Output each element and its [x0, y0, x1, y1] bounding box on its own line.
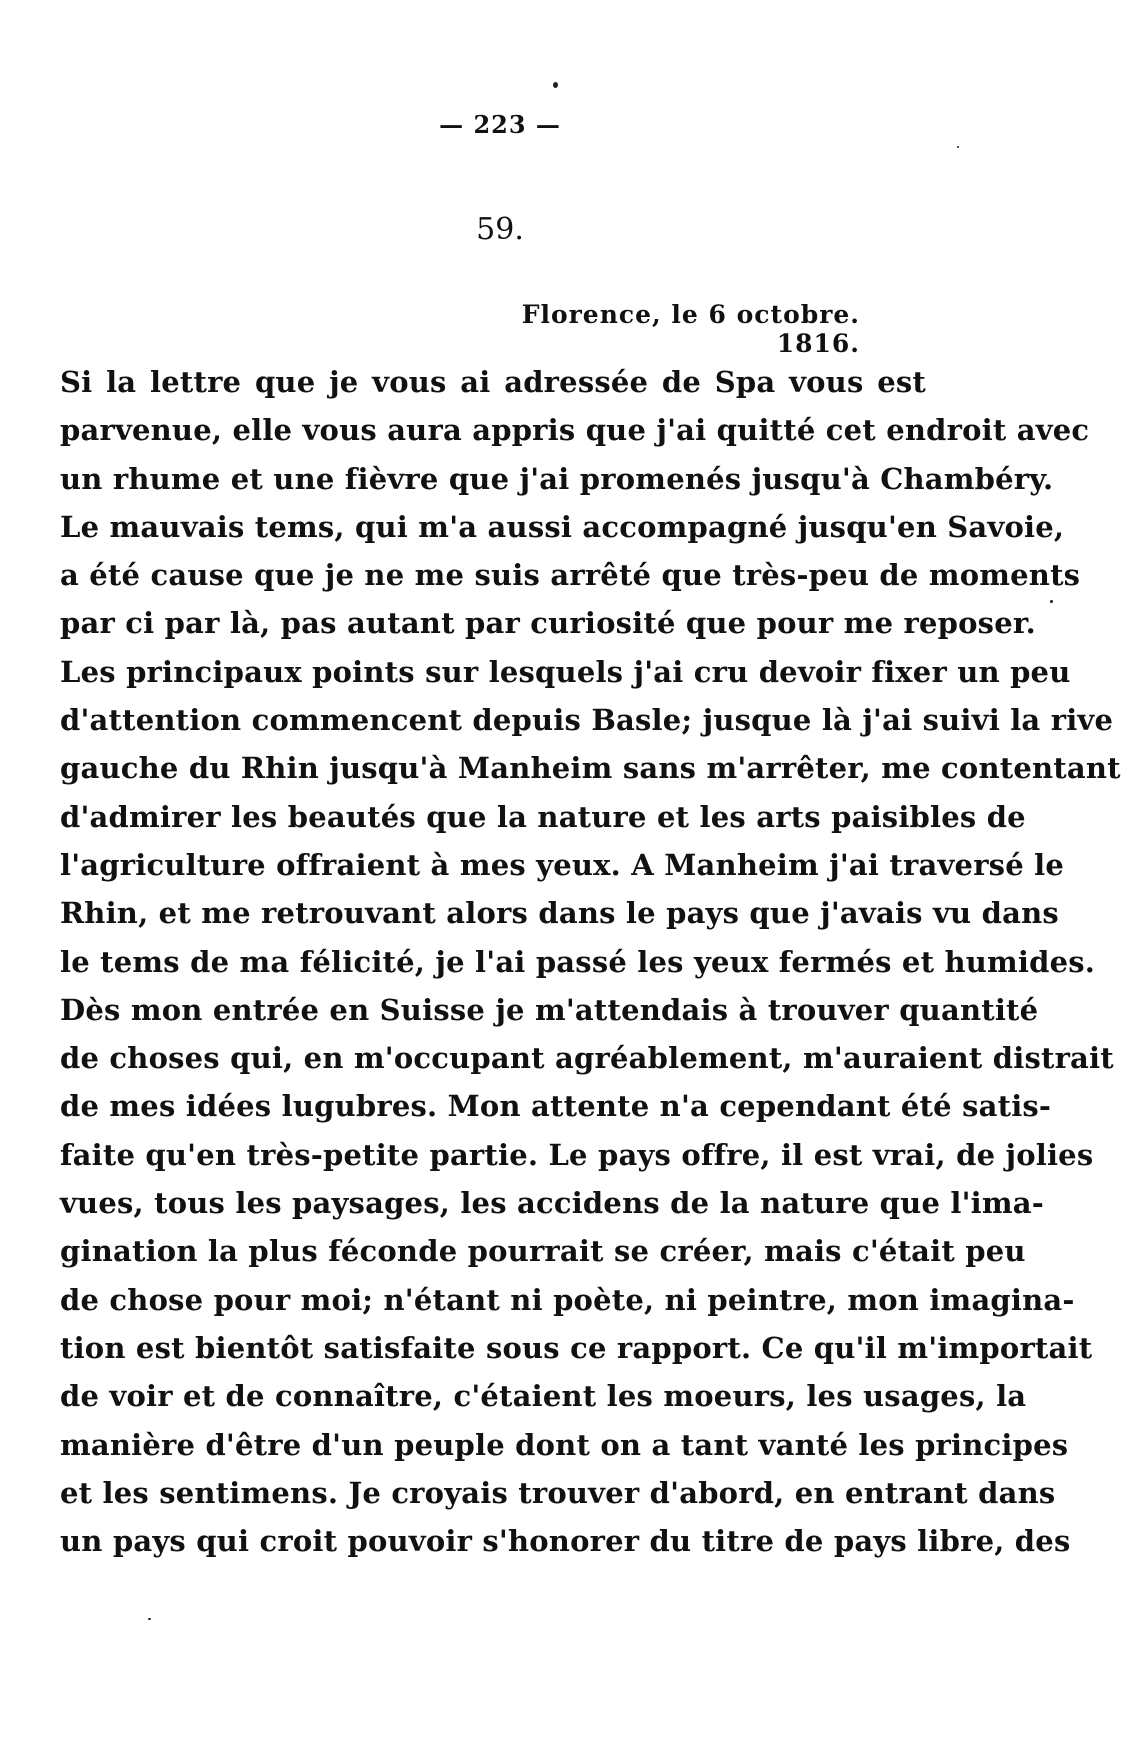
text-line: manière d'être d'un peuple dont on a tant vanté les principes — [60, 1427, 1069, 1462]
text-line: un rhume et une fièvre que j'ai promenés jusqu'à Chambéry. — [60, 461, 1054, 496]
text-line: l'agriculture offraient à mes yeux. A Manheim j'ai traversé le — [60, 847, 1065, 882]
text-line: de chose pour moi; n'étant ni poète, ni peintre, mon imagina- — [60, 1282, 1075, 1317]
text-line: le tems de ma félicité, je l'ai passé les yeux fermés et humides. — [60, 944, 1096, 979]
page-number: — 223 — — [439, 110, 561, 139]
text-line: Si la lettre que je vous ai adressée de Spa vous est — [60, 365, 926, 399]
text-line: vues, tous les paysages, les accidens de la nature que l'ima- — [60, 1186, 1045, 1221]
text-line: Les principaux points sur lesquels j'ai cru devoir fixer un peu — [60, 654, 1071, 689]
text-line: tion est bientôt satisfaite sous ce rapport. Ce qu'il m'importait — [60, 1330, 1093, 1365]
text-line: et les sentimens. Je croyais trouver d'abord, en entrant dans — [60, 1475, 1056, 1510]
text-line: Rhin, et me retrouvant alors dans le pays que j'avais vu dans — [60, 896, 1059, 931]
text-line: de choses qui, en m'occupant agréablement, m'auraient distrait — [60, 1041, 1114, 1076]
scan-speck — [1050, 600, 1053, 603]
letter-number: 59. — [476, 212, 524, 247]
text-line: gination la plus féconde pourrait se créer, mais c'était peu — [60, 1234, 1026, 1269]
text-line: par ci par là, pas autant par curiosité que pour me reposer. — [60, 606, 1036, 641]
text-line: faite qu'en très-petite partie. Le pays offre, il est vrai, de jolies — [60, 1137, 1094, 1172]
text-line: de mes idées lugubres. Mon attente n'a cependant été satis- — [60, 1089, 1052, 1124]
scan-speck — [957, 146, 959, 148]
dateline: Florence, le 6 octobre. 1816. — [521, 300, 860, 358]
text-line: d'attention commencent depuis Basle; jusque là j'ai suivi la rive — [60, 703, 1114, 738]
letter-body — [60, 358, 1121, 1565]
text-line: d'admirer les beautés que la nature et les arts paisibles de — [60, 799, 1026, 834]
scan-speck — [148, 1618, 151, 1620]
text-line: un pays qui croit pouvoir s'honorer du titre de pays libre, des — [60, 1524, 1071, 1559]
text-line: de voir et de connaître, c'étaient les moeurs, les usages, la — [60, 1379, 1027, 1414]
text-line: a été cause que je ne me suis arrêté que très-peu de moments — [60, 558, 1081, 593]
text-line: Le mauvais tems, qui m'a aussi accompagné jusqu'en Savoie, — [60, 509, 1065, 544]
text-line: gauche du Rhin jusqu'à Manheim sans m'arrêter, me contentant — [60, 751, 1121, 786]
scan-speck — [553, 82, 558, 88]
text-line: Dès mon entrée en Suisse je m'attendais à trouver quantité — [60, 992, 1039, 1027]
text-line: parvenue, elle vous aura appris que j'ai quitté cet endroit avec — [60, 413, 1090, 448]
